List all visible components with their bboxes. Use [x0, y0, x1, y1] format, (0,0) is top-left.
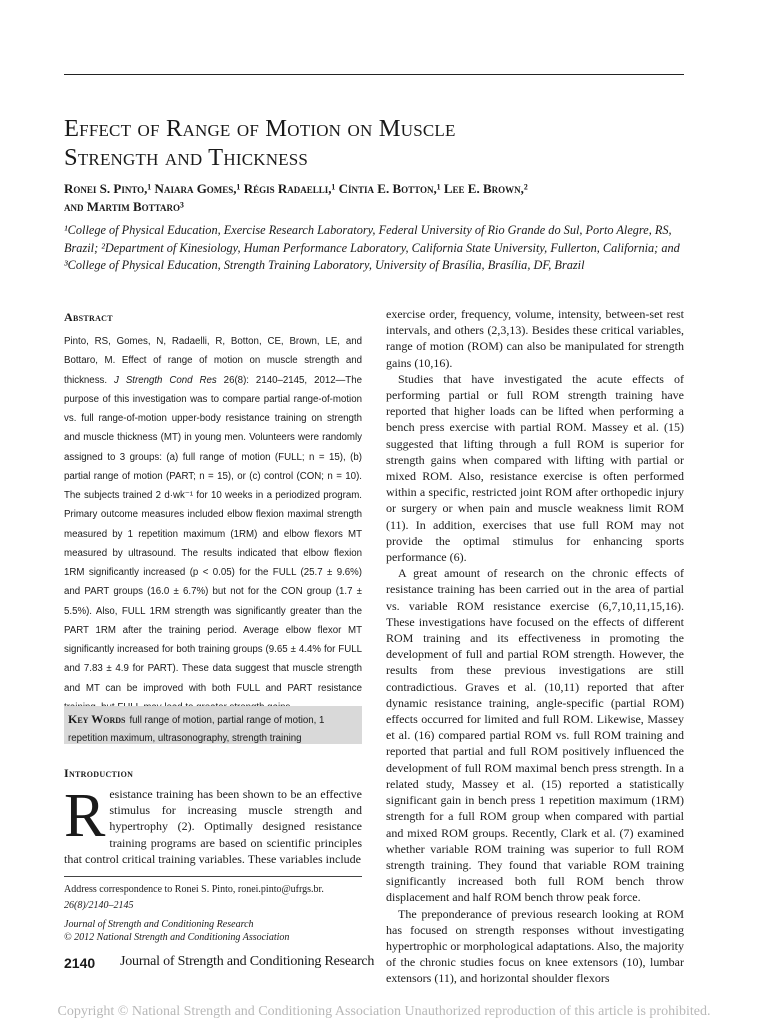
abstract-body: 26(8): 2140–2145, 2012—The purpose of this investigation was to compare partial range-of-motion vs. full range-of-motion upper-body resistance training on strength and muscle thickness (MT) in young men. Volunteers were randomly assigned to 3 groups: (a) full range of motion (FULL; n = 15), (b) partial range of motion (PART; n = 15), or (c) control (CON; n = 10). The subjects trained 2 d·wk⁻¹ for 10 weeks in a periodized program. Primary outcome measures included elbow flexion maximal strength measured by 1 repetition maximum (1RM) and elbow flexors MT measured by ultrasound. The results indicated that elbow flexion 1RM significantly increased (p < 0.05) for the FULL (25.7 ± 9.6%) and PART groups (16.0 ± 6.7%) but not for the CON group (1.7 ± 5.5%). Also, FULL 1RM strength was significantly greater than the PART 1RM after the training period. Average elbow flexor MT significantly increased for both training groups (9.65 ± 4.4% for FULL and 7.83 ± 4.9 for PART). These data suggest that muscle strength and MT can be improved with both FULL and PART resistance — [64, 374, 362, 694]
footnote-rule — [64, 876, 362, 877]
title-line-2: Strength and Thickness — [64, 144, 309, 171]
issue-note: 26(8)/2140–2145 — [64, 900, 134, 911]
top-rule — [64, 74, 684, 75]
abstract-heading: Abstract — [64, 310, 113, 324]
right-paragraph-1: exercise order, frequency, volume, intensity, between-set rest intervals, and others (2,3,13). Besides these critical variables, range of motion (ROM) can also be manipulated for strength gains (10,16). — [386, 307, 684, 370]
journal-note-copyright: © 2012 National Strength and Conditioning Association — [64, 932, 290, 943]
drop-cap: R — [64, 782, 106, 850]
authors-line-2: and Martim Bottaro³ — [64, 199, 184, 214]
right-paragraph-3: A great amount of research on the chronic effects of resistance training has been carried out in the area of partial vs. variable ROM resistance exercise (6,7,10,11,15,16). These investigations have focused on the effects of different ROM training and its effectiveness in promoting the development of full and partial ROM strength. However, the results from these previous investigations are still contradictious. Graves et al. (10,11) reported that after dynamic resistance training, angle-specific (partial ROM) effects occurred for limited and full ROM. Likewise, Massey et al. (16) compared partial ROM vs. full ROM training and reported that partial and full ROM positively influenced the development of full ROM maximal bench press strength. In a related study, Massey et al. (15) reported a statistically significant gain in bench press 1 repetition maximum (1RM) strength for a full ROM group when compared with partial and mixed ROM groups. Recently, Clark et al. (7) examined whether variable ROM training was superior to full ROM strength training. They found that variable ROM training significantly increased both full ROM bench throw displacement and half ROM bench throw peak force. — [386, 566, 684, 905]
keywords-text: full range of motion, partial range of motion, 1 repetition maximum, ultrasonography, strength training — [68, 715, 325, 744]
right-paragraph-2: Studies that have investigated the acute effects of performing partial or full ROM strength training have reported that higher loads can be lifted when performing a bench press exercise with partial ROM. Massey et al. (15) suggested that lifting through a full ROM is superior for strength gains when compared with lifting with partial or mixed ROM. Also, resistance exercise is often performed within a specific, restricted joint ROM after orthopedic injury or surgery or when pain and muscle weakness limit ROM (11). In addition, exercises that use full ROM may not provide the optimal stimulus for enhancing sports performance (6). — [386, 371, 684, 565]
journal-note-name: Journal of Strength and Conditioning Research — [64, 919, 254, 930]
journal-note — [64, 918, 362, 944]
keywords-box — [64, 706, 362, 744]
keywords-label: Key Words — [68, 712, 126, 726]
introduction-heading: Introduction — [64, 766, 134, 780]
abstract-text — [64, 332, 362, 717]
page-number: 2140 — [64, 955, 96, 971]
title-line-1: Effect of Range of Motion on Muscle — [64, 115, 456, 142]
abstract-citation-journal: J Strength Cond Res — [114, 374, 217, 386]
authors-line-1: Ronei S. Pinto,¹ Naiara Gomes,¹ Régis Radaelli,¹ Cíntia E. Botton,¹ Lee E. Brown,² — [64, 181, 528, 196]
introduction-body: esistance training has been shown to be an effective stimulus for increasing muscle strength and hypertrophy (2). Optimally designed resistance training programs are based on scientific principles that control critical training variables. These variables include — [64, 787, 362, 866]
affiliations: ¹College of Physical Education, Exercise Research Laboratory, Federal University of Rio Grande do Sul, Porto Alegre, RS, Brazil; ²Department of Kinesiology, Human Performance Laboratory, California State University, Fullerton, California; and ³College of Physical Education, Strength Training Laboratory, University of Brasília, Brasília, DF, Brazil — [64, 223, 680, 272]
introduction-text — [64, 782, 362, 867]
author-list — [64, 180, 684, 216]
article-title — [64, 114, 684, 172]
right-column — [386, 306, 684, 987]
right-paragraph-4: The preponderance of previous research looking at ROM has focused on strength responses without investigating hypertrophic or morphological adaptations. Also, the majority of the chronic studies focus on knee extensors (10), lumbar extensors (11), and horizontal shoulder flexors — [386, 906, 684, 986]
correspondence-note: Address correspondence to Ronei S. Pinto, ronei.pinto@ufrgs.br. — [64, 884, 324, 895]
copyright-watermark: Copyright © National Strength and Conditioning Association Unauthorized reproduction of this article is prohibited. — [57, 1004, 711, 1019]
journal-name-footer: Journal of Strength and Conditioning Research — [120, 954, 375, 969]
abstract-citation-lead: Pinto, RS, Gomes, N, Radaelli, R, Botton, CE, Brown, LE, and Bottaro, M. Effect of range of motion on muscle strength and thickness. — [64, 336, 362, 386]
